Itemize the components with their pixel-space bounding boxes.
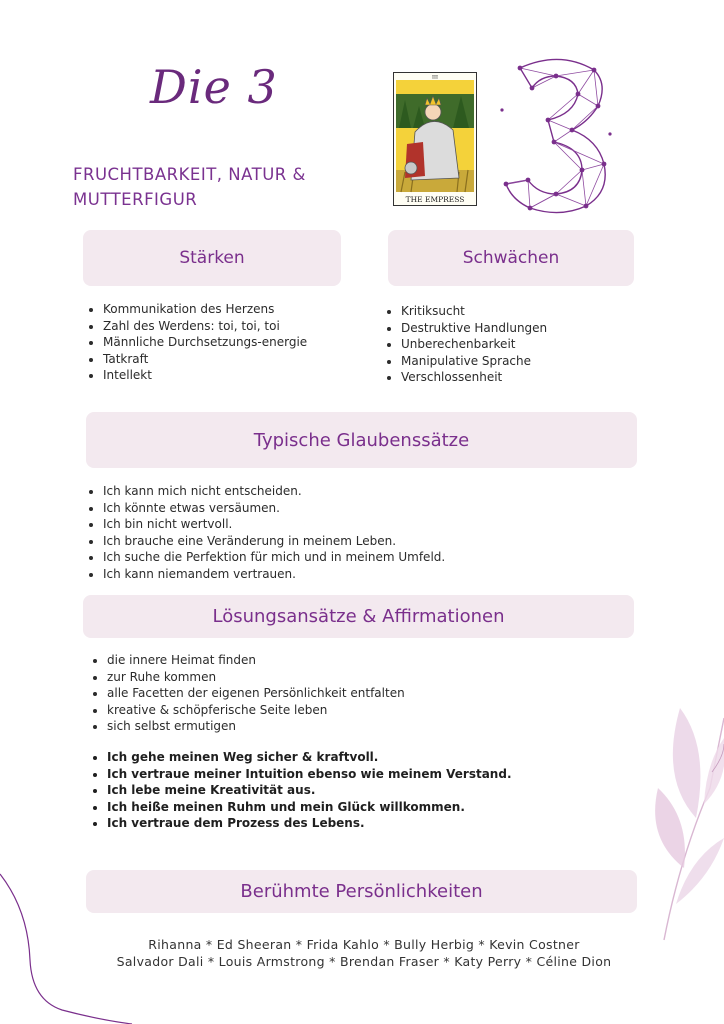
list-item: • Ich suche die Perfektion für mich und in meinem Umfeld. [103, 549, 623, 566]
page-title: Die 3 [150, 60, 278, 114]
famous-list [80, 936, 648, 970]
affirmations-list [87, 749, 627, 832]
list-item: • Intellekt [103, 367, 373, 384]
list-item: • sich selbst ermutigen [107, 718, 627, 735]
list-item: • Unberechenbarkeit [401, 336, 661, 353]
famous-heading: Berühmte Persönlichkeiten [86, 870, 637, 913]
solutions-list [87, 652, 627, 735]
list-item: • Ich heiße meinen Ruhm und mein Glück willkommen. [107, 799, 627, 816]
list-item: • kreative & schöpferische Seite leben [107, 702, 627, 719]
list-item: • Kritiksucht [401, 303, 661, 320]
beliefs-heading: Typische Glaubenssätze [86, 412, 637, 468]
list-item: • Destruktive Handlungen [401, 320, 661, 337]
strengths-heading: Stärken [83, 230, 341, 286]
list-item: • Ich vertraue meiner Intuition ebenso wie meinem Verstand. [107, 766, 627, 783]
list-item: • Ich kann mich nicht entscheiden. [103, 483, 623, 500]
tarot-label: THE EMPRESS [405, 195, 465, 204]
page-subtitle: FRUCHTBARKEIT, NATUR & MUTTERFIGUR [73, 165, 306, 209]
list-item: • Ich bin nicht wertvoll. [103, 516, 623, 533]
beliefs-list [83, 483, 623, 583]
list-item: • die innere Heimat finden [107, 652, 627, 669]
list-item: • Ich vertraue dem Prozess des Lebens. [107, 815, 627, 832]
list-item: • Ich gehe meinen Weg sicher & kraftvoll. [107, 749, 627, 766]
decorative-curve [0, 870, 160, 1024]
solutions-heading: Lösungsansätze & Affirmationen [83, 595, 634, 638]
list-item: • Zahl des Werdens: toi, toi, toi [103, 318, 373, 335]
tarot-card-image [393, 72, 477, 206]
list-item: • Manipulative Sprache [401, 353, 661, 370]
list-item: • Ich kann niemandem vertrauen. [103, 566, 623, 583]
famous-line: Rihanna * Ed Sheeran * Frida Kahlo * Bully Herbig * Kevin Costner [148, 937, 580, 952]
list-item: • zur Ruhe kommen [107, 669, 627, 686]
weaknesses-heading: Schwächen [388, 230, 634, 286]
strengths-list [83, 301, 373, 384]
list-item: • alle Facetten der eigenen Persönlichkeit entfalten [107, 685, 627, 702]
decorative-leaf-branch [650, 708, 724, 944]
list-item: • Verschlossenheit [401, 369, 661, 386]
weaknesses-list [381, 303, 661, 386]
list-item: • Ich lebe meine Kreativität aus. [107, 782, 627, 799]
list-item: • Ich brauche eine Veränderung in meinem Leben. [103, 533, 623, 550]
list-item: • Kommunikation des Herzens [103, 301, 373, 318]
list-item: • Tatkraft [103, 351, 373, 368]
list-item: • Männliche Durchsetzungs-energie [103, 334, 373, 351]
famous-line: Salvador Dali * Louis Armstrong * Brendan Fraser * Katy Perry * Céline Dion [116, 954, 612, 969]
constellation-three-graphic [490, 50, 618, 218]
tarot-numeral: III [432, 74, 438, 81]
list-item: • Ich könnte etwas versäumen. [103, 500, 623, 517]
